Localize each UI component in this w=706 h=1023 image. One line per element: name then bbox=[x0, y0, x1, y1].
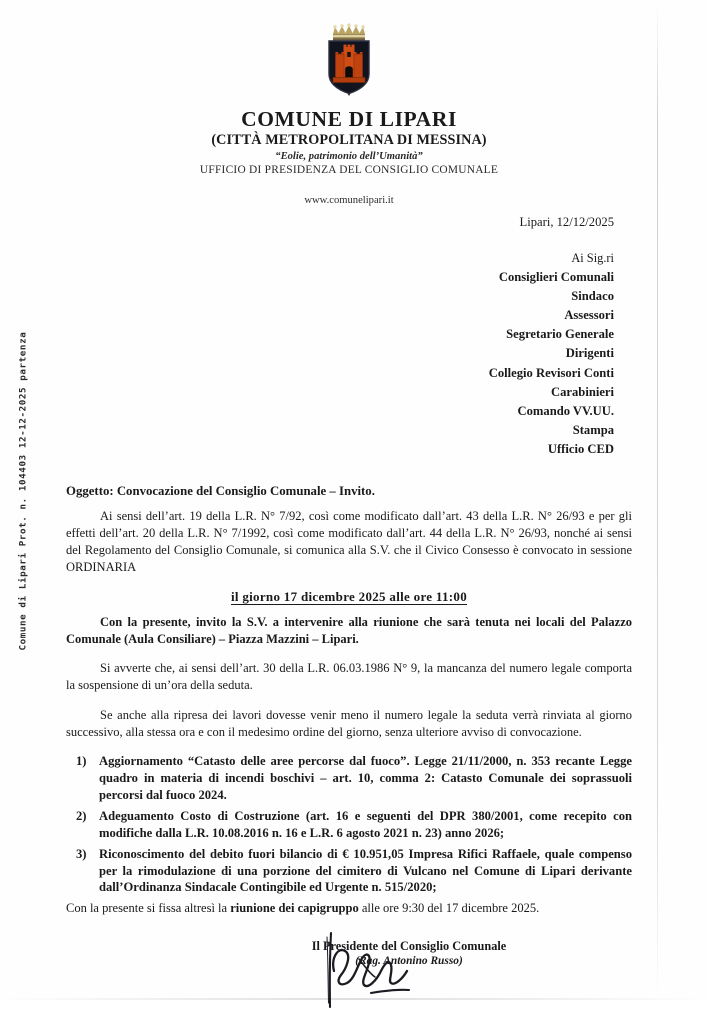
agenda-item-number: 1) bbox=[76, 754, 87, 769]
addressee-item: Consiglieri Comunali bbox=[498, 269, 614, 284]
paragraph-adjournment-notice: Se anche alla ripresa dei lavori dovesse venir meno il numero legale la seduta verrà rinviata al giorno successivo, alla stessa ora e con il medesimo ordine del giorno, senza ulteriore avviso di convocazione. bbox=[66, 707, 632, 739]
agenda-item bbox=[66, 846, 632, 897]
addressee-item: Dirigenti bbox=[565, 346, 614, 361]
signature-title: Il Presidente del Consiglio Comunale bbox=[311, 939, 507, 954]
page-title: COMUNE DI LIPARI bbox=[241, 107, 457, 131]
scan-edge-line-right bbox=[657, 0, 658, 1000]
meeting-datetime: il giorno 17 dicembre 2025 alle ore 11:00 bbox=[230, 588, 468, 604]
paragraph-quorum-notice: Si avverte che, ai sensi dell’art. 30 della L.R. 06.03.1986 N° 9, la mancanza del numero legale comporta la sospensione di un’ora della seduta. bbox=[66, 661, 632, 693]
agenda-item bbox=[66, 808, 632, 842]
agenda-item bbox=[66, 753, 632, 804]
agenda-item-text: Riconoscimento del debito fuori bilancio di € 10.951,05 Impresa Rifici Raffaele, quale compenso per la rimodulazione di una porzione del cimitero di Vulcano nel Comune di Lipari derivante dall’Ordinanza Sindacale Contingibile ed Urgente n. 515/2020; bbox=[99, 846, 632, 895]
agenda-item-number: 2) bbox=[76, 808, 87, 823]
coat-of-arms-icon bbox=[323, 22, 375, 96]
place-date: Lipari, 12/12/2025 bbox=[519, 215, 614, 230]
addressee-lead: Ai Sig.ri bbox=[571, 251, 614, 266]
addressee-item: Segretario Generale bbox=[506, 327, 614, 342]
subject-line: Oggetto: Convocazione del Consiglio Comunale – Invito. bbox=[66, 484, 375, 499]
paragraph-invitation: Con la presente, invito la S.V. a intervenire alla riunione che sarà tenuta nei locali del Palazzo Comunale (Aula Consiliare) – Piazza Mazzini – Lipari. bbox=[66, 614, 632, 646]
addressee-item: Assessori bbox=[564, 308, 614, 323]
protocol-stamp: Comune di Lipari Prot. n. 104403 12-12-2025 partenza bbox=[17, 331, 29, 651]
addressee-list bbox=[66, 249, 632, 459]
closing-suffix: alle ore 9:30 del 17 dicembre 2025. bbox=[358, 901, 540, 916]
org-office: UFFICIO DI PRESIDENZA DEL CONSIGLIO COMUNALE bbox=[199, 164, 499, 177]
addressee-item: Collegio Revisori Conti bbox=[488, 365, 614, 380]
addressee-item: Ufficio CED bbox=[547, 442, 614, 457]
agenda-list bbox=[66, 753, 632, 896]
org-motto: “Eolie, patrimonio dell’Umanità” bbox=[275, 151, 423, 163]
org-subtitle: (CITTÀ METROPOLITANA DI MESSINA) bbox=[211, 132, 487, 149]
addressee-item: Stampa bbox=[572, 423, 614, 438]
agenda-item-text: Aggiornamento “Catasto delle aree percorse dal fuoco”. Legge 21/11/2000, n. 353 recante Legge quadro in materia di incendi boschivi – art. 10, comma 2: Catasto Comunale dei soprassuoli percorsi dal fuoco 2024. bbox=[99, 754, 632, 803]
closing-prefix: Con la presente si fissa altresì la bbox=[66, 901, 231, 916]
signature-block bbox=[66, 939, 632, 967]
agenda-item-text: Adeguamento Costo di Costruzione (art. 16 e seguenti del DPR 380/2001, come recepito con modifiche dalla L.R. 10.08.2016 n. 16 e L.R. 6 agosto 2021 n. 23) anno 2026; bbox=[99, 808, 632, 840]
emblem-container bbox=[66, 0, 632, 101]
signature-name: (Rag. Antonino Russo) bbox=[355, 955, 463, 968]
org-website: www.comunelipari.it bbox=[304, 195, 394, 207]
paragraph-closing bbox=[66, 900, 632, 917]
agenda-item-number: 3) bbox=[76, 846, 87, 861]
addressee-item: Sindaco bbox=[571, 289, 614, 304]
closing-emphasis: riunione dei capigruppo bbox=[230, 901, 359, 916]
document-content bbox=[66, 0, 632, 967]
addressee-item: Carabinieri bbox=[551, 384, 614, 399]
addressee-item: Comando VV.UU. bbox=[517, 403, 614, 418]
paragraph-legal-basis: Ai sensi dell’art. 19 della L.R. N° 7/92, così come modificato dall’art. 43 della L.R. N° 26/93 e per gli effetti dell’art. 20 della L.R. N° 7/1992, così come modificato dall’art. 44 della L.R. N° 26/93, nonché ai sensi del Regolamento del Consiglio Comunale, si comunica alla S.V. che il Civico Consesso è convocato in sessione ORDINARIA bbox=[66, 509, 632, 575]
